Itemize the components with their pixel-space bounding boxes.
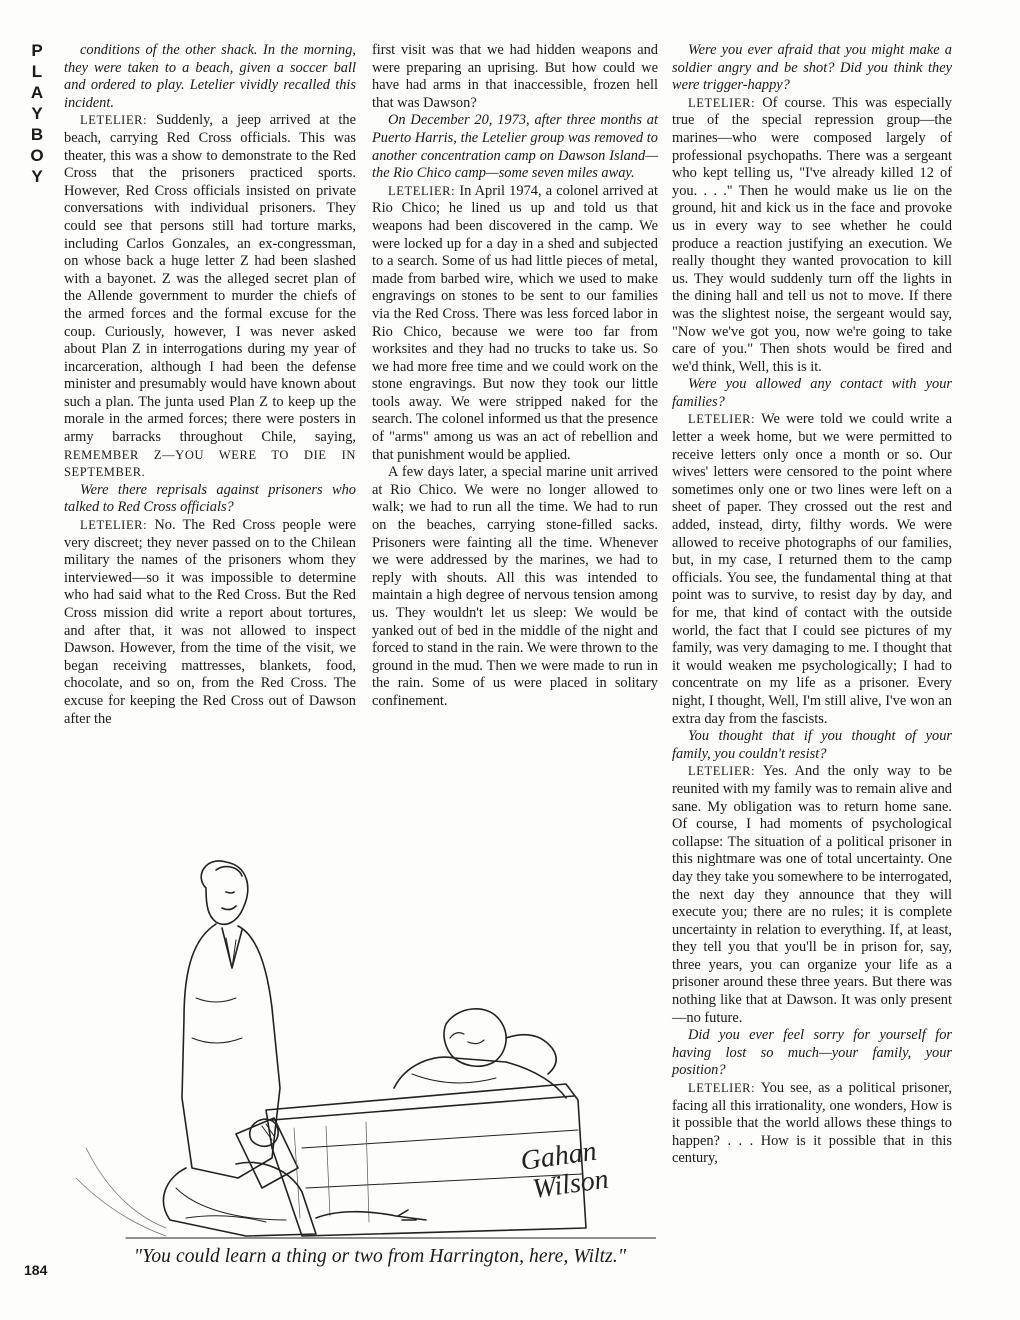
poster-slogan: REMEMBER Z—YOU WERE TO DIE IN SEPTEMBER. xyxy=(64,447,356,480)
speaker-label: LETELIER: xyxy=(688,764,756,779)
text-column-2 xyxy=(372,42,658,711)
masthead-letter: A xyxy=(30,83,44,102)
answer-text: No. The Red Cross people were very discreet; they never passed on to the Chilean military the names of the prisoners whom they interviewed—so it was impossible to determine who had said what to the Red Cross. But the Red Cross mission did write a report about tortures, and after that, it was not allowed to inspect Dawson. However, from the time of the visit, we began receiving mattresses, blankets, food, chocolate, and so on, from the Red Cross. The excuse for keeping the Red Cross out of Dawson after the xyxy=(64,517,356,727)
standing-man-head xyxy=(201,861,248,924)
cartoon-illustration xyxy=(66,848,656,1240)
floor-hand xyxy=(316,1210,426,1220)
masthead-letter: B xyxy=(30,125,44,144)
text-column-3 xyxy=(672,42,952,1168)
masthead-letter: P xyxy=(31,41,43,60)
body-paragraph: A few days later, a special marine unit arrived at Rio Chico. We were no longer allowed to walk; we had to run all the time. We had to run on the beaches, carrying stone-filled sacks. Prisoners were fainting all the time. Whenever we were addressed by the marines, we had to reply with shouts. All this was intended to maintain a high degree of nervous tension among us. They wouldn't let us sleep: We would be yanked out of bed in the middle of the night and forced to stand in the rain. We were thrown to the ground in the mud. Then we were made to run in the rain. Some of us were placed in solitary confinement. xyxy=(372,464,658,709)
interview-question: On December 20, 1973, after three months at Puerto Harris, the Letelier group was removed to another concentration camp on Dawson Island—the Rio Chico camp—some seven miles away. xyxy=(372,112,658,182)
masthead-letter: Y xyxy=(31,104,43,123)
masthead-letter: O xyxy=(30,146,44,165)
kneeling-man xyxy=(163,1162,316,1236)
continued-paragraph: first visit was that we had hidden weapons and were preparing an uprising. But how could we have had arms in that inaccessible, frozen hell that was Dawson? xyxy=(372,42,658,111)
interview-answer xyxy=(672,411,952,728)
answer-text: In April 1974, a colonel arrived at Rio Chico; he lined us up and told us that weapons had been discovered in the camp. We were locked up for a day in a shed and subjected to a search. Some of us had little pieces of metal, made from barbed wire, which we used to make engravings on stones to be sent to our families via the Red Cross. There was less forced labor in Rio Chico, because we were too far from worksites and they had no trucks to take us. So we had more free time and we could work on the stone engravings. But now they took our little tools away. We were stripped naked for the search. The colonel informed us that the presence of "arms" among us was an act of rebellion and that punishment would be applied. xyxy=(372,182,658,463)
masthead-letter: L xyxy=(31,62,43,81)
interview-answer xyxy=(64,517,356,728)
answer-text: Suddenly, a jeep arrived at the beach, carrying Red Cross officials. This was theater, this was a show to demonstrate to the Red Cross that the prisoners practiced sports. However, Red Cross officials insisted on private conversations with individual prisoners. They could see that persons still had torture marks, including Carlos Gonzales, an ex-congressman, on whose back a huge letter Z had been slashed with a bayonet. Z was the alleged secret plan of the Allende government to murder the chiefs of the armed forces and the formal excuse for the coup. Curiously, however, I was never asked about Plan Z in interrogations during my year of incarceration, although I had been the defense minister and presumably would have known about such a plan. The junta used Plan Z to keep up the morale in the armed forces; there were posters in army barracks throughout Chile, saying, xyxy=(64,112,356,446)
speaker-label: LETELIER: xyxy=(688,1081,756,1096)
answer-text: Yes. And the only way to be reunited with my family was to remain alive and sane. My obligation was to return home sane. Of course, I had moments of psychological collapse: The situation of a political prisoner in this nightmare was one of total uncertainty. One day they take you somewhere to be interrogated, the next day they announce that they will execute you; there are no rules; it is complete uncertainty in relation to everything. If, at least, they tell you that you'll be in prison for, say, three years, you can organize your life as a prisoner around these three years. But there was nothing like that at Dawson. It was only present—no future. xyxy=(672,763,952,1026)
interview-question: Were there reprisals against prisoners who talked to Red Cross officials? xyxy=(64,481,356,516)
answer-text: Of course. This was especially true of the special repression group—the marines—who were composed largely of professional psychopaths. There was a sergeant who kept telling us, "I've already killed 12 of you. . . ." Then he would make us lie on the ground, hit and kick us in the face and provoke us in every way to see whether he could produce a reaction justifying an execution. We really thought they wanted provocation to kill us. They would suddenly turn off the lights in the dining hall and tell us not to move. If there was the slightest noise, the sergeant would say, "Now we've got you, now we're going to take care of you." Then shots would be fired and we'd think, Well, this is it. xyxy=(672,94,952,375)
interview-question: Did you ever feel sorry for yourself for having lost so much—your family, your position? xyxy=(672,1027,952,1079)
interview-answer xyxy=(672,1080,952,1168)
answer-text: You see, as a political prisoner, facing all this irrationality, one wonders, How is it possible that the world allows these things to happen? . . . How is it possible that in this century, xyxy=(672,1080,952,1167)
page-number: 184 xyxy=(24,1262,48,1278)
interview-answer xyxy=(372,183,658,465)
masthead-letter: Y xyxy=(31,167,43,186)
interview-question: Were you allowed any contact with your families? xyxy=(672,376,952,410)
speaker-label: LETELIER: xyxy=(688,95,756,110)
speaker-label: LETELIER: xyxy=(80,113,148,128)
artist-signature-2: Wilson xyxy=(530,1163,611,1205)
interview-question: Were you ever afraid that you might make a soldier angry and be shot? Did you think they were trigger-happy? xyxy=(672,42,952,94)
cartoon-caption: "You could learn a thing or two from Harrington, here, Wiltz." xyxy=(133,1246,627,1267)
answer-text: We were told we could write a letter a week home, but we were permitted to receive letters only once a month or so. Our wives' letters were censored to the point where sometimes only one or two lines were left on a sheet of paper. They crossed out the rest and added, instead, dirty, filthy words. We were allowed to receive photographs of our families, but, in my case, I returned them to the camp officials. You see, the fundamental thing at that point was to survive, to resist day by day, and for me, that kind of contact with the outside world, the fact that I could see pictures of my family, was very damaging to me. I thought that it would weaken me psychologically; I had to concentrate on my life as a prisoner. Every night, I thought, Well, I'm still alive, I've won an extra day from the fascists. xyxy=(672,411,952,727)
speaker-label: LETELIER: xyxy=(688,412,756,427)
artist-signature: Gahan xyxy=(518,1135,599,1177)
interview-question: You thought that if you thought of your family, you couldn't resist? xyxy=(672,728,952,762)
masthead-vertical xyxy=(22,40,52,187)
interview-answer xyxy=(64,112,356,481)
paper-sheet xyxy=(236,1118,298,1188)
speaker-label: LETELIER: xyxy=(80,518,148,533)
text-column-1 xyxy=(64,42,356,728)
clasped-hands xyxy=(250,1119,278,1146)
interview-answer xyxy=(672,95,952,377)
speaker-label: LETELIER: xyxy=(388,183,456,198)
interview-answer xyxy=(672,763,952,1027)
interview-question: conditions of the other shack. In the morning, they were taken to a beach, given a soccer ball and ordered to play. Letelier vividly recalled this incident. xyxy=(64,42,356,111)
